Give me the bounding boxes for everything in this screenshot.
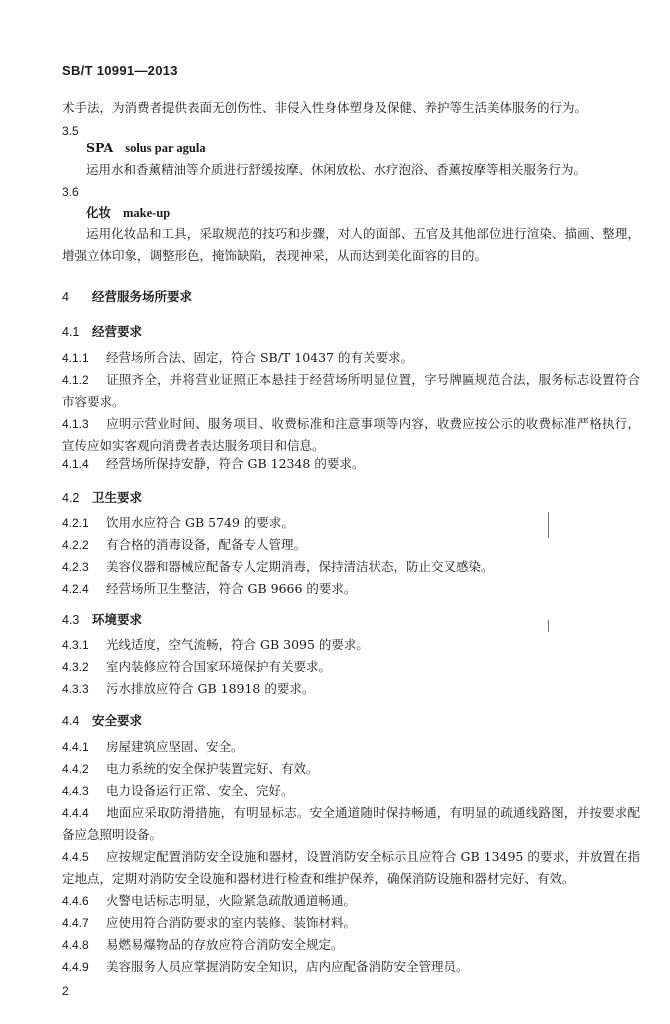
clause: [62, 578, 640, 600]
section-number: 4: [62, 290, 69, 304]
term-zh: SPA: [86, 140, 114, 155]
clause-number: 4.4.3: [62, 784, 89, 798]
clause: [62, 802, 640, 846]
clause: [62, 934, 640, 956]
clause-text: 有合格的消毒设备，配备专人管理。: [106, 537, 307, 552]
subsection-number: 4.2: [62, 491, 80, 505]
term-heading: [86, 203, 170, 221]
subsection-heading: [62, 610, 142, 628]
clause-text: 光线适度，空气流畅，符合 GB 3095 的要求。: [106, 637, 369, 652]
clause: [62, 780, 640, 802]
clause-number: 4.4.8: [62, 938, 89, 952]
clause: [62, 369, 640, 413]
clause-number: 4.2.2: [62, 538, 89, 552]
term-heading: [86, 140, 206, 156]
term-definition: 运用水和香薰精油等介质进行舒缓按摩、休闲放松、水疗泡浴、香薰按摩等相关服务行为。: [86, 162, 587, 177]
clause: [62, 912, 640, 934]
continued-paragraph: 术手法，为消费者提供表面无创伤性、非侵入性身体塑身及保健、养护等生活美体服务的行为。: [62, 100, 588, 115]
subsection-title: 卫生要求: [92, 490, 143, 505]
subsection-heading: [62, 322, 142, 340]
standard-header: SB/T 10991—2013: [62, 63, 178, 78]
clause-text: 饮用水应符合 GB 5749 的要求。: [106, 515, 294, 530]
clause: [62, 736, 640, 758]
clause-text: 电力设备运行正常、安全、完好。: [106, 783, 294, 798]
clause-number: 4.2.4: [62, 582, 89, 596]
clause: [62, 534, 640, 556]
section-heading: [62, 287, 192, 305]
clause-number: 4.4.6: [62, 894, 89, 908]
clause-text: 污水排放应符合 GB 18918 的要求。: [106, 681, 315, 696]
term-en: make-up: [123, 206, 171, 220]
subsection-title: 环境要求: [92, 612, 143, 627]
clause-number: 4.1.3: [62, 417, 89, 431]
clause: [62, 956, 640, 978]
clause-number: 4.1.4: [62, 457, 89, 471]
clause-text: 易燃易爆物品的存放应符合消防安全规定。: [106, 937, 344, 952]
clause: [62, 634, 640, 656]
clause-number: 4.4.1: [62, 740, 89, 754]
clause-text: 证照齐全，并将营业证照正本悬挂于经营场所明显位置，字号牌匾规范合法，服务标志设置符合市容要求。: [62, 372, 640, 409]
page-number: 2: [62, 984, 69, 998]
clause: [62, 556, 640, 578]
term-en: solus par agula: [125, 141, 206, 155]
clause: [62, 758, 640, 780]
clause: [62, 890, 640, 912]
section-title: 经营服务场所要求: [92, 289, 193, 304]
clause-text: 电力系统的安全保护装置完好、有效。: [106, 761, 319, 776]
clause-number: 4.4.2: [62, 762, 89, 776]
clause-text: 经营场所合法、固定，符合 SB/T 10437 的有关要求。: [106, 350, 413, 365]
subsection-title: 安全要求: [92, 713, 143, 728]
clause-text: 美容仪器和器械应配备专人定期消毒，保持清洁状态，防止交叉感染。: [106, 559, 494, 574]
clause-number: 4.4.7: [62, 916, 89, 930]
clause-text: 室内装修应符合国家环境保护有关要求。: [106, 659, 332, 674]
scan-mark: [548, 512, 549, 538]
clause-number: 4.3.3: [62, 682, 89, 696]
subsection-title: 经营要求: [92, 324, 143, 339]
clause-number: 4.4.5: [62, 850, 89, 864]
clause-number: 4.4.4: [62, 806, 89, 820]
clause-text: 美容服务人员应掌握消防安全知识，店内应配备消防安全管理员。: [106, 959, 469, 974]
subsection-number: 4.4: [62, 714, 80, 728]
clause-number: 4.2.3: [62, 560, 89, 574]
subsection-number: 4.1: [62, 325, 80, 339]
clause: [62, 846, 640, 890]
clause-number: 4.1.2: [62, 373, 89, 387]
term-definition: 运用化妆品和工具，采取规范的技巧和步骤，对人的面部、五官及其他部位进行渲染、描画、整理，增强立体印象，调整形色，掩饰缺陷，表现神采，从而达到美化面容的目的。: [62, 226, 640, 263]
term-number: 3.6: [62, 185, 79, 199]
clause: [62, 512, 640, 534]
clause-text: 应明示营业时间、服务项目、收费标准和注意事项等内容，收费应按公示的收费标准严格执行，宣传应如实客观向消费者表达服务项目和信息。: [62, 416, 640, 453]
clause: [62, 678, 640, 700]
clause-number: 4.4.9: [62, 960, 89, 974]
clause-text: 地面应采取防滑措施，有明显标志。安全通道随时保持畅通，有明显的疏通线路图，并按要求配备应急照明设备。: [62, 805, 640, 842]
clause-text: 应使用符合消防要求的室内装修、装饰材料。: [106, 915, 357, 930]
subsection-heading: [62, 711, 142, 729]
term-zh: 化妆: [86, 205, 112, 220]
clause-text: 应按规定配置消防安全设施和器材，设置消防安全标示且应符合 GB 13495 的要求，并放置在指定地点，定期对消防安全设施和器材进行检查和维护保养，确保消防设施和器材完好、有效。: [62, 849, 640, 886]
clause-number: 4.1.1: [62, 351, 89, 365]
clause: [62, 347, 640, 369]
clause-text: 房屋建筑应坚固、安全。: [106, 739, 244, 754]
subsection-number: 4.3: [62, 613, 80, 627]
subsection-heading: [62, 488, 142, 506]
clause-text: 经营场所保持安静，符合 GB 12348 的要求。: [106, 456, 365, 471]
scan-mark: [548, 620, 549, 632]
clause: [62, 656, 640, 678]
clause: [62, 453, 640, 475]
clause-number: 4.3.1: [62, 638, 89, 652]
clause-number: 4.3.2: [62, 660, 89, 674]
clause-text: 火警电话标志明显，火险紧急疏散通道畅通。: [106, 893, 357, 908]
clause-text: 经营场所卫生整洁，符合 GB 9666 的要求。: [106, 581, 357, 596]
term-number: 3.5: [62, 124, 79, 138]
clause: [62, 413, 640, 457]
clause-number: 4.2.1: [62, 516, 89, 530]
